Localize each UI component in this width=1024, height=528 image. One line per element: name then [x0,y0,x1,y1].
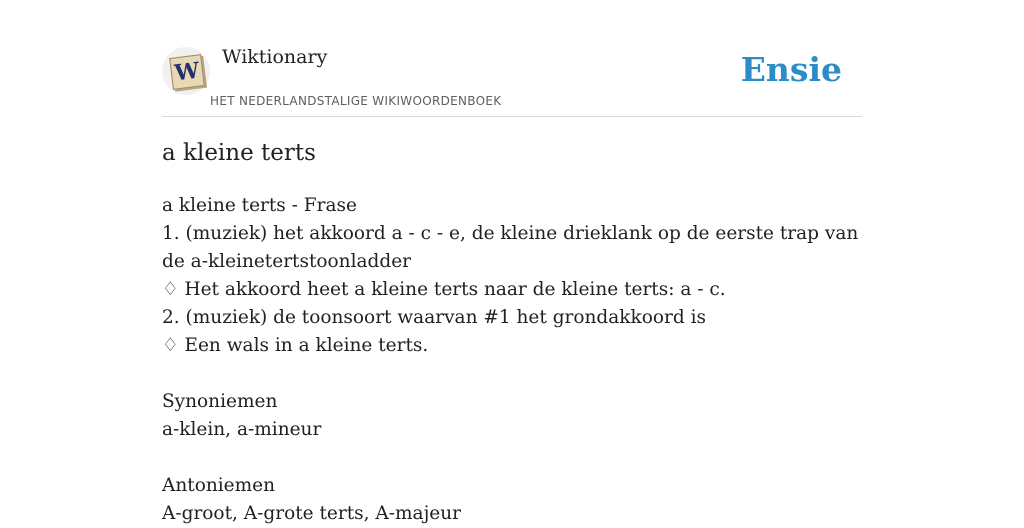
synonyms-heading: Synoniemen [162,391,278,412]
synonyms-list: a-klein, a-mineur [162,419,322,440]
site-tagline: HET NEDERLANDSTALIGE WIKIWOORDENBOEK [210,94,502,108]
spacer [162,360,862,388]
example-1: ♢ Het akkoord heet a kleine terts naar de kleine terts: a - c. [162,279,726,300]
definition-2: 2. (muziek) de toonsoort waarvan #1 het grondakkoord is [162,307,706,328]
antonyms-heading: Antoniemen [162,475,276,496]
entry-heading-line: a kleine terts - Frase [162,195,357,216]
ensie-brand-link[interactable]: Ensie [740,50,842,89]
site-name[interactable]: Wiktionary [222,46,328,68]
page-title: a kleine terts [162,140,316,166]
spacer [162,444,862,472]
logo-tile: W [169,54,205,90]
example-2: ♢ Een wals in a kleine terts. [162,335,429,356]
site-header [162,40,862,117]
antonyms-list: A-groot, A-grote terts, A-majeur [162,503,462,524]
definition-1: 1. (muziek) het akkoord a - c - e, de kleine drieklank op de eerste trap van de a-kleinetertstoonladder [162,223,859,272]
entry-content [162,192,862,528]
wiktionary-logo-icon[interactable] [162,47,210,95]
